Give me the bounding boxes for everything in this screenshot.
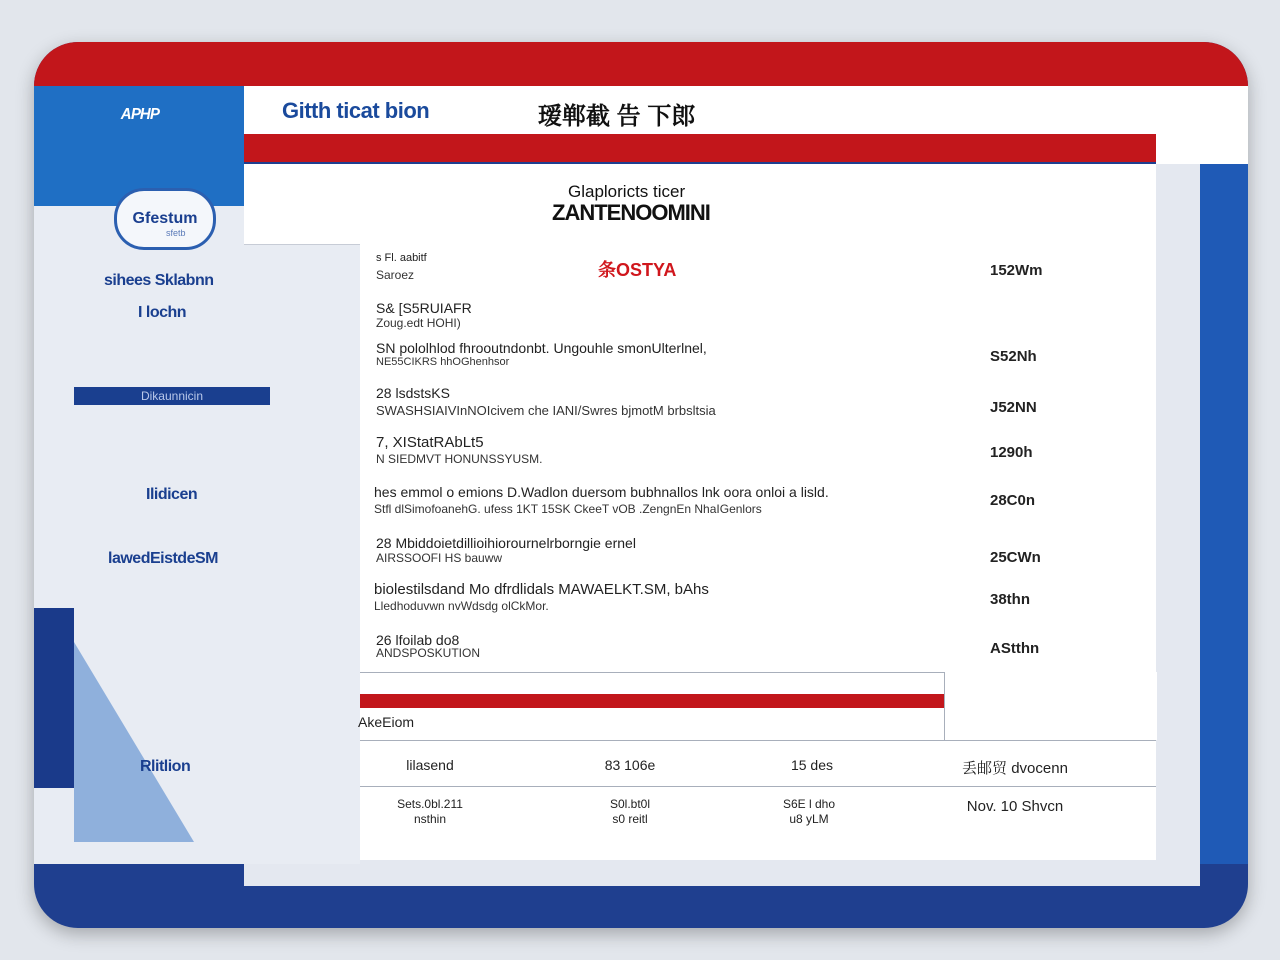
sidebar-item-1[interactable]: Ilidicen — [146, 486, 198, 503]
row-amount: AStthn — [990, 640, 1040, 657]
table-row — [360, 622, 1156, 673]
top-red-band — [34, 42, 1248, 86]
table-row — [360, 379, 1156, 429]
sidebar-dark-block — [34, 608, 74, 788]
row-amount: J52NN — [990, 399, 1037, 416]
footer-value-line: s0 reitl — [612, 812, 648, 826]
row-title: S& [S5RUIAFR — [376, 300, 472, 316]
cjk-title: 瑷郸截 告 下郎 — [538, 103, 696, 130]
row-title: 7, XIStatRAbLt5 — [376, 434, 484, 451]
document-subtitle: Glaploricts ticer — [568, 182, 686, 201]
row-amount: 152Wm — [990, 262, 1043, 279]
footer-value-line: S6E l dho — [782, 797, 836, 811]
row-detail: ANDSPOSKUTION — [376, 646, 481, 660]
row-title: SN pololhlod fhrooutndonbt. Ungouhle smonUlterlnel, — [376, 340, 707, 356]
footer-header-row — [360, 740, 1156, 787]
red-divider-bar — [244, 134, 1156, 162]
footer-header: 丢邮贸 dvocenn — [962, 760, 1068, 777]
document-title: ZANTENOOMINI — [552, 200, 710, 225]
row-title: s Fl. aabitf — [376, 252, 427, 264]
row-detail: Saroez — [376, 268, 415, 282]
footer-value-line: Sets.0bl.211 — [397, 797, 463, 811]
page-title: Gitth ticat bion — [282, 98, 430, 123]
footer-value-row — [360, 786, 1156, 843]
total-box — [944, 672, 1157, 740]
footer-value-line: nsthin — [413, 812, 447, 826]
row-detail: Lledhoduvwn nvWdsdg olCkMor. — [374, 599, 549, 613]
total-label: AkeEiom — [358, 714, 415, 730]
row-amount: 1290h — [990, 444, 1033, 461]
brand-logo[interactable]: ᴬᴾᴴᴾ — [120, 104, 159, 129]
right-frame-top — [1156, 134, 1248, 164]
sidebar-triangle — [74, 642, 194, 842]
row-detail: NE55CIKRS hhOGhenhsor — [376, 356, 510, 368]
footer-header: lilasend — [406, 757, 454, 773]
footer-header: 83 106e — [604, 757, 656, 773]
row-title: hes emmol o emions D.Wadlon duersom bubhnallos lnk oora onloi a lisld. — [374, 484, 829, 500]
sidebar-item-3[interactable]: Rlitlion — [140, 758, 191, 775]
footer-value-line: S0l.bt0l — [609, 797, 651, 811]
footer-value — [764, 797, 854, 827]
footer-value — [590, 797, 670, 827]
table-row — [360, 575, 1156, 623]
row-title: 28 lsdstsKS — [376, 385, 450, 401]
sidebar-line-2: I lochn — [138, 304, 187, 321]
sidebar-item-active[interactable]: Dikaunnicin — [74, 387, 270, 405]
row-title: 26 lfoilab do8 — [376, 632, 460, 648]
cloud-logo-text: Gfestum — [132, 210, 198, 227]
sidebar-item-2[interactable]: lawedEistdeSM — [108, 550, 218, 567]
table-row — [360, 294, 1156, 335]
sidebar-line-1: sihees Sklabnn — [104, 272, 214, 289]
row-amount: S52Nh — [990, 348, 1037, 365]
row-detail: SWASHSIAIVInNOIcivem che IANI/Swres bjmotM brbsltsia — [376, 403, 716, 418]
table-row — [360, 428, 1156, 475]
right-light-frame — [1156, 164, 1200, 854]
red-stamp: 条OSTYA — [598, 260, 677, 280]
row-amount: 25CWn — [990, 549, 1041, 566]
footer-header: 15 des — [790, 757, 834, 773]
row-title: 28 Mbiddoietdillioihiorournelrborngie ernel — [376, 535, 636, 551]
row-amount: 38thn — [990, 591, 1031, 608]
row-detail: Zoug.edt HOHI) — [376, 316, 461, 330]
table-row — [360, 529, 1156, 576]
device-frame — [34, 42, 1248, 928]
row-detail: N SIEDMVT HONUNSSYUSM. — [376, 452, 543, 466]
footer-value — [940, 799, 1090, 814]
row-detail: Stfl dlSimofoanehG. ufess 1KT 15SK CkeeT vOB .ZengnEn NhaIGenlors — [374, 502, 762, 516]
table-row — [360, 244, 1156, 295]
footer-value-line: u8 yLM — [789, 812, 829, 826]
cloud-logo-icon — [114, 188, 216, 250]
table-row — [360, 334, 1156, 380]
row-amount: 28C0n — [990, 492, 1036, 509]
total-red-bar — [360, 694, 944, 708]
row-title: biolestilsdand Mo dfrdlidals MAWAELKT.SM, bAhs — [374, 581, 709, 598]
row-detail: AIRSSOOFI HS bauww — [376, 551, 503, 565]
table-row — [360, 474, 1156, 530]
footer-value-line: Nov. 10 Shvcn — [966, 798, 1064, 815]
footer-value — [376, 797, 484, 827]
cloud-logo-sub: sfetb — [166, 228, 186, 238]
